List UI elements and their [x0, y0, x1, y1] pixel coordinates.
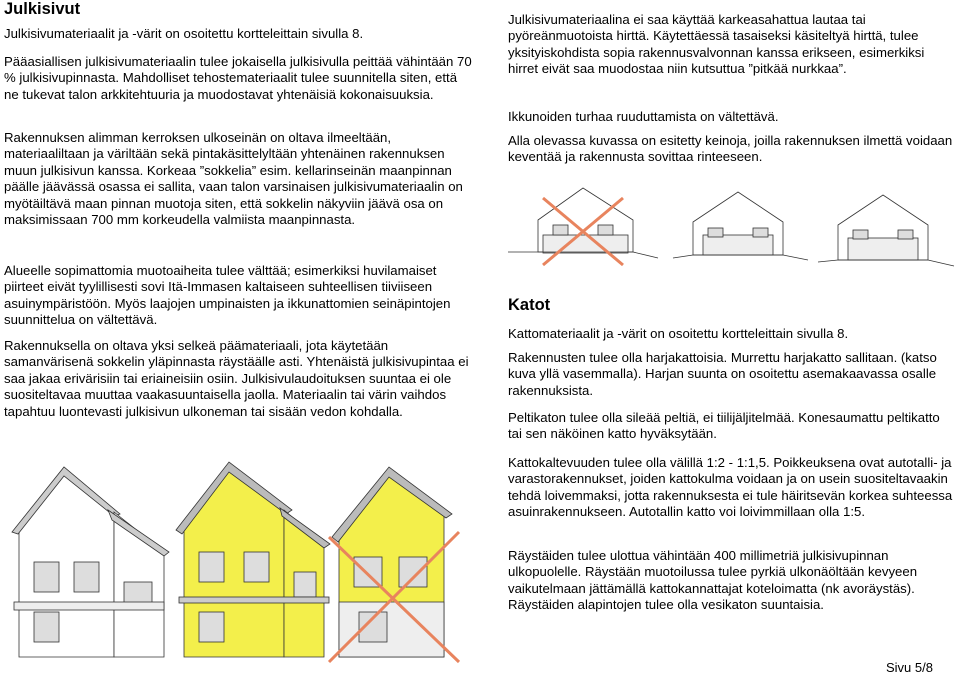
- house-example-crossed: [332, 467, 452, 657]
- section-title-julkisivut: Julkisivut: [4, 0, 81, 18]
- paragraph: Peltikaton tulee olla sileää peltiä, ei tiilijäljitelmää. Konesaumattu peltikatto tai sen näköinen katto hyväksytään.: [508, 410, 940, 442]
- facade-examples-figure: [4, 452, 474, 667]
- paragraph: Kattomateriaalit ja -värit on osoitettu kortteleittain sivulla 8.: [508, 326, 849, 341]
- house-on-slope: [673, 192, 808, 260]
- house-example-white: [12, 467, 169, 657]
- house-on-slope: [818, 195, 954, 266]
- paragraph: Rakennuksella on oltava yksi selkeä päämateriaali, jota käytetään samanvärisenä sokkelin yläpinnasta räystäälle asti. Yhtenäistä julkisivupintaa ei saa jakaa erivärisiin tai eriaineisiin osiin. Julkisivulaudoituksen suuntaa ei ole suositeltavaa muuttaa vaakasuuntaisella jaolla. Materiaalin tai värin vaihdos tapahtuu luontevasti julkisivun ulkoneman tai sisään vedon kohdalla.: [4, 338, 469, 419]
- page-number: Sivu 5/8: [886, 660, 933, 675]
- paragraph: Julkisivumateriaalina ei saa käyttää karkeasahattua lautaa tai pyöreänmuotoista hirttä. Käytettäessä tasaiseksi käsiteltyä hirttä, tulee yksityiskohdista sopia rakennusvalvonnan kanssa erikseen, esimerkiksi hirret eivät saa muodostaa niin kutsuttua ”pitkää nurkkaa”.: [508, 12, 925, 77]
- paragraph: Kattokaltevuuden tulee olla välillä 1:2 - 1:1,5. Poikkeuksena ovat autotalli- ja varastorakennukset, joiden kattokulma voidaan ja on usein suositeltavaakin tehdä loivemmaksi, jotta rakennuksesta ei tule häiritsevän korkea suhteessa asuinrakennukseen. Autotallin katto voi loivimmillaan olla 1:5.: [508, 455, 953, 520]
- house-on-slope-crossed: [508, 188, 658, 258]
- house-example-yellow: [176, 462, 330, 657]
- paragraph: Alla olevassa kuvassa on esitetty keinoja, joilla rakennuksen ilmettä voidaan keventää ja rakennusta sovittaa rinteeseen.: [508, 133, 953, 165]
- paragraph: Julkisivumateriaalit ja -värit on osoitettu kortteleittain sivulla 8.: [4, 26, 364, 41]
- paragraph: Alueelle sopimattomia muotoaiheita tulee välttää; esimerkiksi huvilamaiset piirteet eivät tyylillisesti sovi Itä-Immasen kaltaiseen suhteellisen tiiviiseen asuinympäristöön. Myös laajojen umpinaisten ja ikkunattomien seinäpintojen suunnittelua on vältettävä.: [4, 263, 451, 328]
- paragraph: Rakennusten tulee olla harjakattoisia. Murrettu harjakatto sallitaan. (katso kuva yllä vasemmalla). Harjan suunta on osoitettu asemakaavassa osalle rakennuksista.: [508, 350, 937, 398]
- paragraph: Pääasiallisen julkisivumateriaalin tulee jokaisella julkisivulla peittää vähintään 70 % julkisivupinnasta. Mahdolliset tehostemateriaalit tulee suunnitella siten, että ne tukevat talon arkkitehtuuria ja muodostavat yhtenäisiä kokonaisuuksia.: [4, 54, 472, 102]
- section-title-katot: Katot: [508, 296, 551, 314]
- paragraph: Ikkunoiden turhaa ruuduttamista on vältettävä.: [508, 109, 779, 124]
- slope-houses-figure: [508, 180, 956, 280]
- paragraph: Räystäiden tulee ulottua vähintään 400 millimetriä julkisivupinnan ulkopuolelle. Räystään muotoilussa tulee pyrkiä ulkonäöltään kevyeen vaikutelmaan jättämällä kattokannattajat koteloimatta (nk avoräystäs). Räystäiden alapintojen tulee olla vesikaton suuntaisia.: [508, 548, 918, 613]
- paragraph: Rakennuksen alimman kerroksen ulkoseinän on oltava ilmeeltään, materiaaliltaan ja väriltään sekä pintakäsittelyltään yhtenäinen rakennuksen muun julkisivun kanssa. Korkeaa ”sokkelia” esim. kellarinseinän maanpinnan päälle jäävässä osassa ei sallita, vaan talon varsinaisen julkisivumateriaalin on myötäiltävä maan pinnan muotoja siten, että sokkelin näkyviin jäävä osa on maksimissaan 700 mm korkeudella valmiista maanpinnasta.: [4, 130, 463, 228]
